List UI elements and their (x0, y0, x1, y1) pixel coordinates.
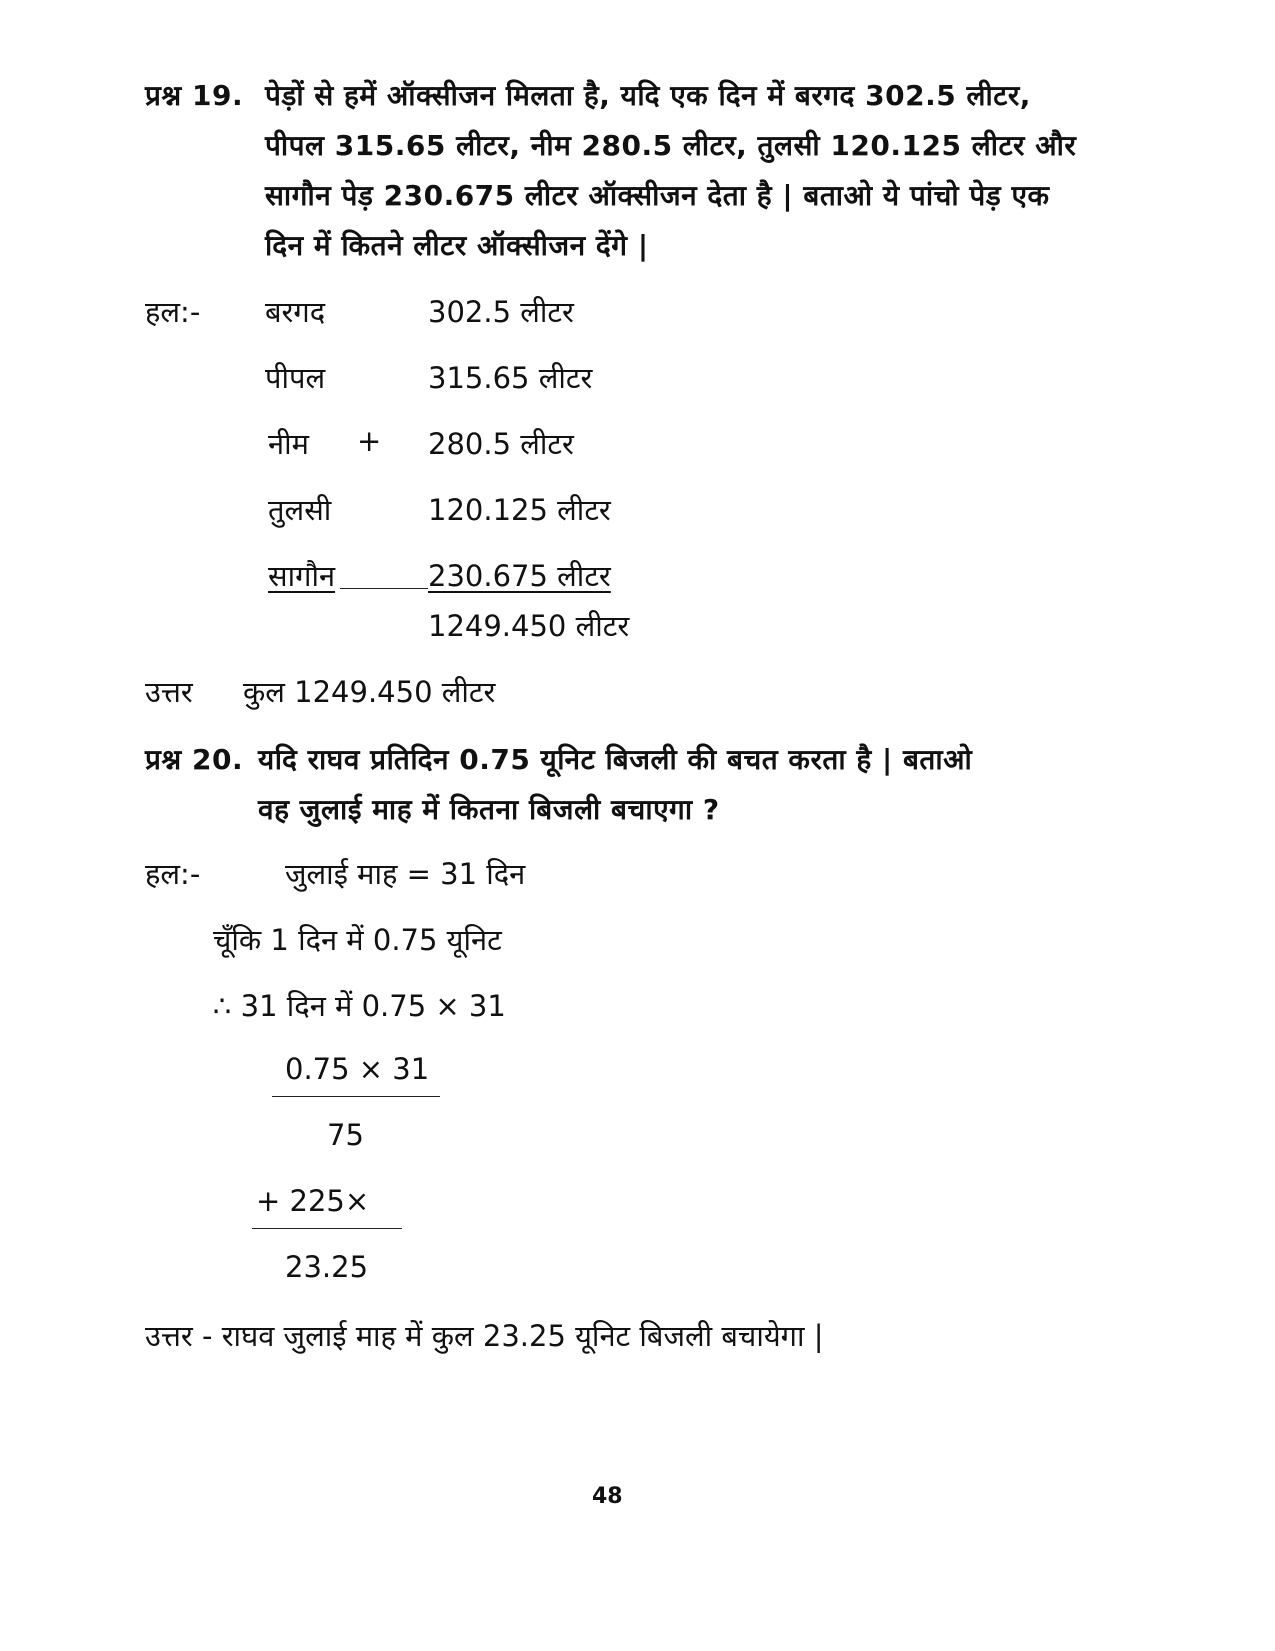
calc-row-1: 75 (327, 1118, 364, 1152)
question-20-line-2: वह जुलाई माह में कितना बिजली बचाएगा ? (258, 793, 720, 826)
answer-19-label: उत्तर (145, 675, 193, 709)
question-19-line-2: पीपल 315.65 लीटर, नीम 280.5 लीटर, तुलसी 120.125 लीटर और (265, 129, 1077, 162)
question-19-line-1: पेड़ों से हमें ऑक्सीजन मिलता है, यदि एक दिन में बरगद 302.5 लीटर, (265, 79, 1031, 112)
tree-value-sagaun: 230.675 लीटर (428, 559, 611, 593)
question-20-line-1: यदि राघव प्रतिदिन 0.75 यूनिट बिजली की बचत करता है | बताओ (258, 743, 973, 776)
underline-connector (340, 588, 428, 589)
solution-19-label: हल:- (145, 295, 201, 329)
tree-name-bargad: बरगद (265, 295, 326, 329)
calc-result: 23.25 (285, 1250, 369, 1284)
question-19-label: प्रश्न 19. (145, 79, 244, 112)
tree-value-bargad: 302.5 लीटर (428, 295, 574, 329)
calc-rule-1 (272, 1096, 440, 1097)
solution-20-label: हल:- (145, 857, 201, 891)
tree-name-tulsi: तुलसी (268, 493, 332, 527)
tree-value-neem: 280.5 लीटर (428, 427, 574, 461)
calc-row-2: + 225× (256, 1184, 370, 1218)
sum-total: 1249.450 लीटर (428, 609, 630, 643)
question-20-label: प्रश्न 20. (145, 743, 244, 776)
answer-20-text: उत्तर - राघव जुलाई माह में कुल 23.25 यूनिट बिजली बचायेगा | (145, 1319, 824, 1353)
per-day-units: चूँकि 1 दिन में 0.75 यूनिट (213, 923, 502, 957)
calc-rule-2 (252, 1228, 402, 1229)
tree-value-tulsi: 120.125 लीटर (428, 493, 611, 527)
tree-name-peepal: पीपल (265, 361, 326, 395)
therefore-line: ∴ 31 दिन में 0.75 × 31 (213, 989, 506, 1023)
tree-value-peepal: 315.65 लीटर (428, 361, 593, 395)
answer-19-text: कुल 1249.450 लीटर (243, 675, 496, 709)
plus-sign: + (357, 424, 382, 458)
question-19-line-3: सागौन पेड़ 230.675 लीटर ऑक्सीजन देता है | बताओ ये पांचो पेड़ एक (265, 179, 1050, 212)
question-19-line-4: दिन में कितने लीटर ऑक्सीजन देंगे | (265, 229, 649, 262)
tree-name-sagaun: सागौन (268, 559, 336, 593)
page-number: 48 (592, 1484, 623, 1509)
calc-head: 0.75 × 31 (285, 1052, 430, 1086)
july-days: जुलाई माह = 31 दिन (285, 857, 526, 891)
tree-name-neem: नीम (268, 427, 309, 461)
